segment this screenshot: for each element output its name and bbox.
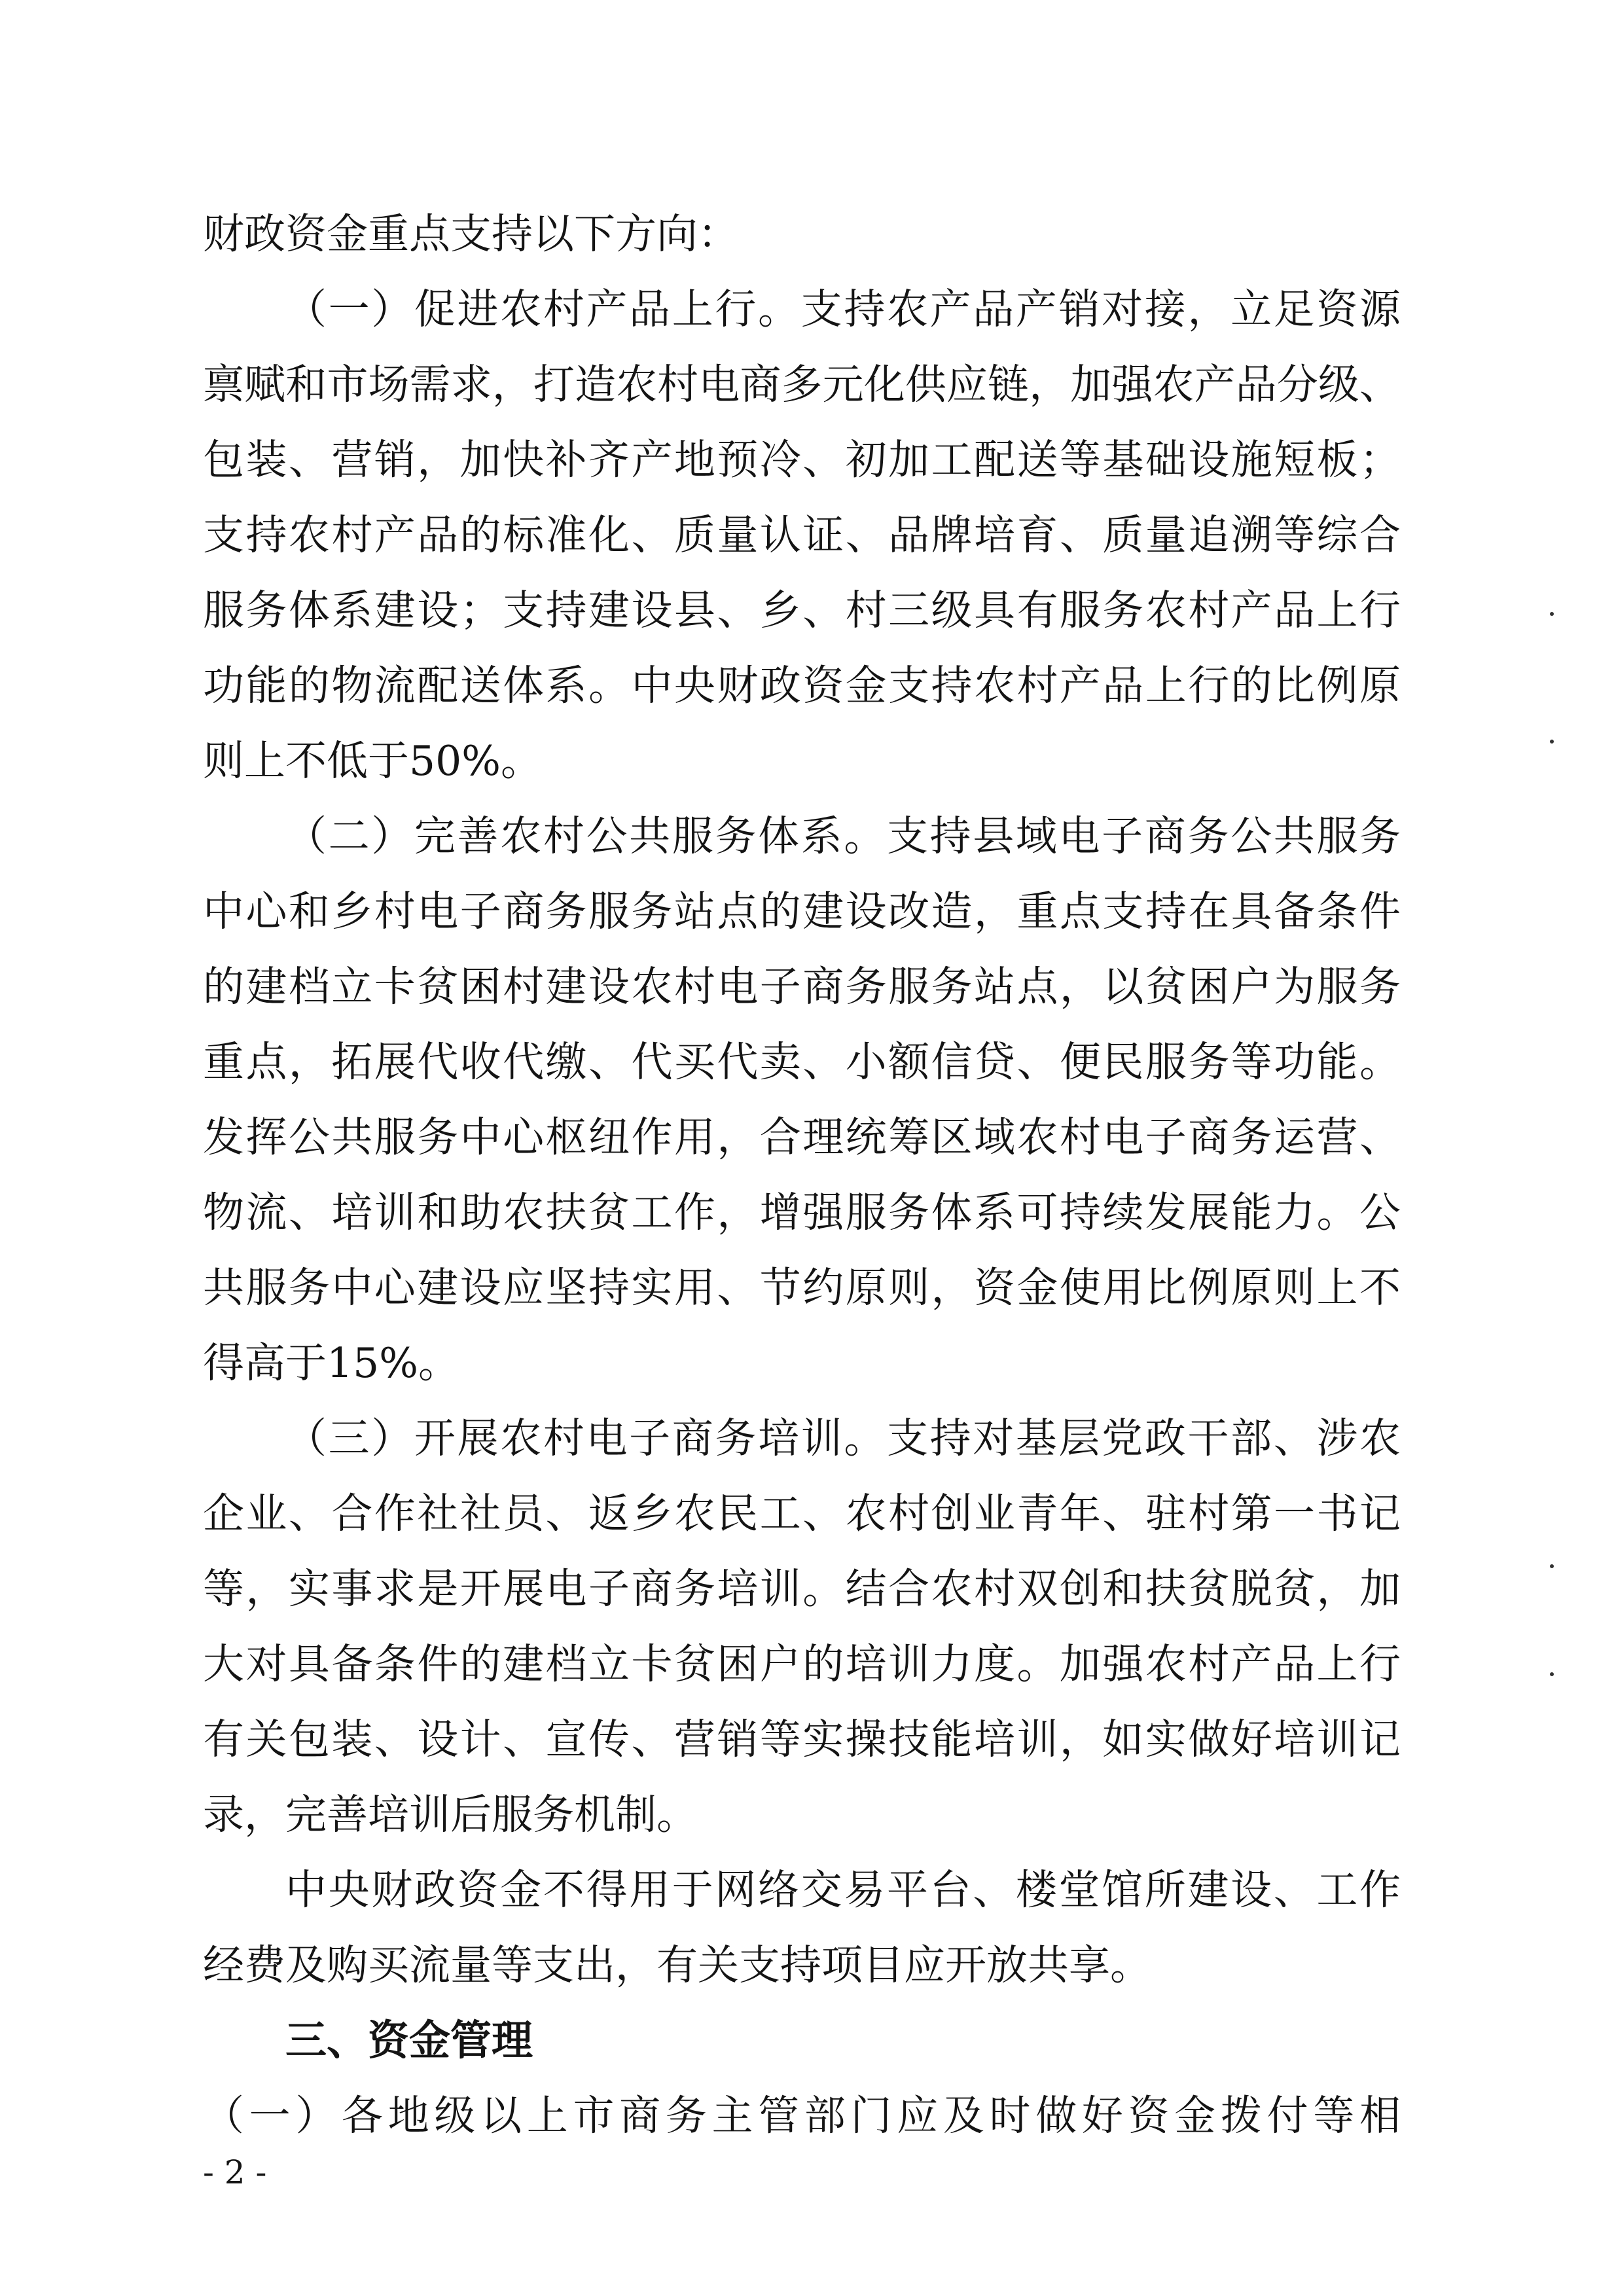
- text-line: 中心和乡村电子商务服务站点的建设改造，重点支持在具备条件: [203, 888, 1401, 935]
- page-number: - 2 -: [203, 2153, 267, 2191]
- text-line: 物流、培训和助农扶贫工作，增强服务体系可持续发展能力。公: [203, 1189, 1401, 1236]
- text-line: 录，完善培训后服务机制。: [203, 1791, 698, 1839]
- text-line: 企业、合作社社员、返乡农民工、农村创业青年、驻村第一书记: [203, 1490, 1401, 1537]
- text-line: 禀赋和市场需求，打造农村电商多元化供应链，加强农产品分级、: [203, 361, 1401, 408]
- document-body: [203, 196, 1401, 2153]
- text-line: （三）开展农村电子商务培训。支持对基层党政干部、涉农: [285, 1414, 1401, 1462]
- text-line: 功能的物流配送体系。中央财政资金支持农村产品上行的比例原: [203, 662, 1401, 709]
- text-line: 等，实事求是开展电子商务培训。结合农村双创和扶贫脱贫，加: [203, 1565, 1401, 1613]
- section-heading: 三、资金管理: [285, 2017, 533, 2064]
- text-line: 重点，拓展代收代缴、代买代卖、小额信贷、便民服务等功能。: [203, 1038, 1401, 1086]
- text-line: 共服务中心建设应坚持实用、节约原则，资金使用比例原则上不: [203, 1264, 1401, 1312]
- scan-speck: [1550, 1564, 1554, 1568]
- text-line: 支持农村产品的标准化、质量认证、品牌培育、质量追溯等综合: [203, 511, 1401, 559]
- text-line: （二）完善农村公共服务体系。支持县域电子商务公共服务: [285, 812, 1401, 860]
- text-line: （一）促进农村产品上行。支持农产品产销对接，立足资源: [285, 285, 1401, 333]
- text-line: 财政资金重点支持以下方向：: [203, 210, 739, 258]
- text-line: 包装、营销，加快补齐产地预冷、初加工配送等基础设施短板；: [203, 436, 1401, 484]
- text-line: 中央财政资金不得用于网络交易平台、楼堂馆所建设、工作: [285, 1866, 1401, 1914]
- text-line: 大对具备条件的建档立卡贫困户的培训力度。加强农村产品上行: [203, 1640, 1401, 1688]
- text-line: （一）各地级以上市商务主管部门应及时做好资金拨付等相: [203, 2092, 1401, 2140]
- text-line: 经费及购买流量等支出，有关支持项目应开放共享。: [203, 1941, 1151, 1989]
- text-line: 发挥公共服务中心枢纽作用，合理统筹区域农村电子商务运营、: [203, 1113, 1401, 1161]
- scan-speck: [1550, 1672, 1554, 1676]
- scan-speck: [1550, 612, 1554, 616]
- text-line: 有关包装、设计、宣传、营销等实操技能培训，如实做好培训记: [203, 1715, 1401, 1763]
- text-line: 得高于15%。: [203, 1339, 460, 1387]
- scan-speck: [1550, 740, 1554, 744]
- text-line: 则上不低于50%。: [203, 737, 543, 785]
- text-line: 的建档立卡贫困村建设农村电子商务服务站点，以贫困户为服务: [203, 963, 1401, 1011]
- text-line: 服务体系建设；支持建设县、乡、村三级具有服务农村产品上行: [203, 586, 1401, 634]
